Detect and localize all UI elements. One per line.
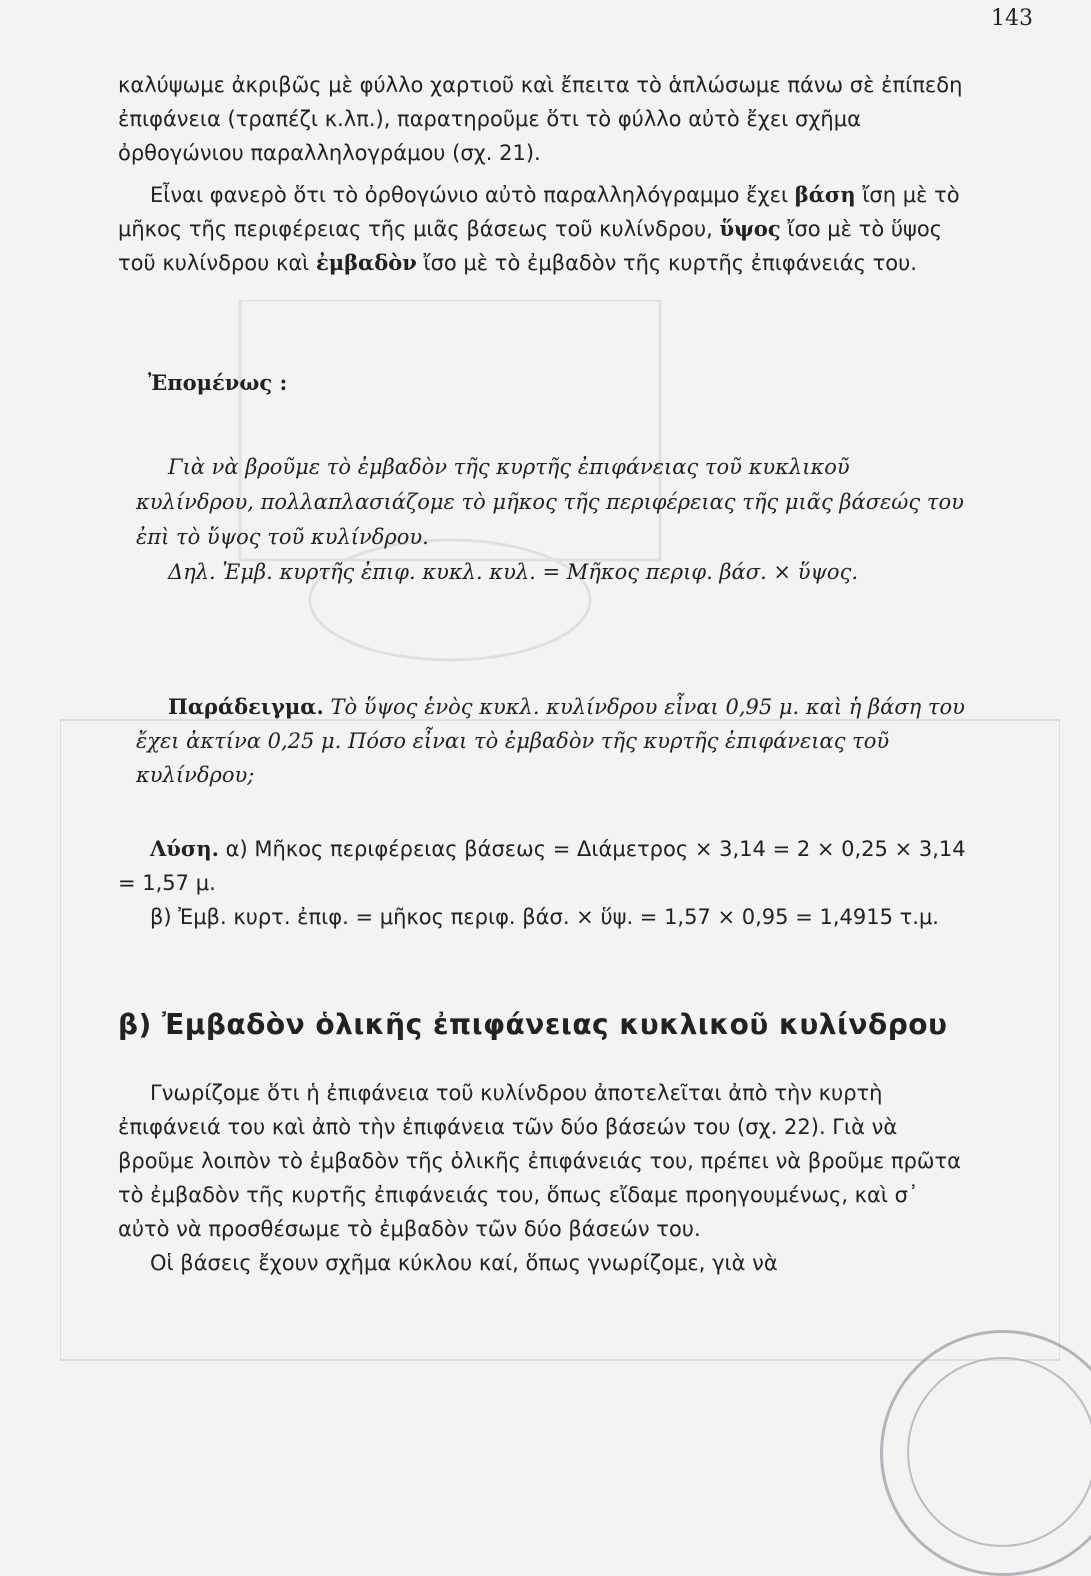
solution-block [118, 832, 970, 934]
paragraph-1 [118, 68, 970, 170]
paragraph-3 [118, 1076, 970, 1280]
term-height: ὕψος [719, 216, 781, 241]
library-stamp [880, 1330, 1091, 1576]
paragraph-1-text: καλύψωμε ἀκριβῶς μὲ φύλλο χαρτιοῦ καὶ ἔπειτα τὸ ἁπλώσωμε πάνω σὲ ἐπίπεδη ἐπιφάνεια (τραπέζι κ.λπ.), παρατηροῦμε ὅτι τὸ φύλλο αὐτὸ ἔχει σχῆμα ὀρθογώνιου παραλληλογράμου (σχ. 21). [118, 73, 963, 165]
section-heading: β) Ἐμβαδὸν ὁλικῆς ἐπιφάνειας κυκλικοῦ κυλίνδρου [118, 1008, 948, 1041]
solution-part-a: α) Μῆκος περιφέρειας βάσεως = Διάμετρος × 3,14 = 2 × 0,25 × 3,14 = 1,57 μ. [118, 837, 966, 895]
p2-part-b: ἴση μὲ τὸ μῆκος τῆς περιφέρειας τῆς μιᾶς βάσεως τοῦ κυλίνδρου, [118, 183, 960, 241]
p2-part-c: ἴσο μὲ τὸ ὕψος τοῦ κυλίνδρου καὶ [118, 217, 943, 275]
rule-formula: Δηλ. Ἐμβ. κυρτῆς ἐπιφ. κυκλ. κυλ. = Μῆκος περιφ. βάσ. × ὕψος. [168, 560, 859, 584]
term-base: βάση [794, 182, 856, 207]
page-number: 143 [991, 6, 1033, 31]
paragraph-2 [118, 178, 970, 280]
p2-part-d: ἴσο μὲ τὸ ἐμβαδὸν τῆς κυρτῆς ἐπιφάνειάς του. [416, 251, 917, 275]
p2-part-a: Εἶναι φανερὸ ὅτι τὸ ὀρθογώνιο αὐτὸ παραλληλόγραμμο ἔχει [150, 183, 789, 207]
rule-text: Γιὰ νὰ βροῦμε τὸ ἐμβαδὸν τῆς κυρτῆς ἐπιφάνειας τοῦ κυκλικοῦ κυλίνδρου, πολλαπλασιάζομε τὸ μῆκος τῆς περιφέρειας τῆς μιᾶς βάσεώς του ἐπὶ τὸ ὕψος τοῦ κυλίνδρου. [136, 455, 964, 549]
paragraph-4-text: Οἱ βάσεις ἔχουν σχῆμα κύκλου καί, ὅπως γνωρίζομε, γιὰ νὰ [150, 1251, 778, 1275]
paragraph-3-text: Γνωρίζομε ὅτι ἡ ἐπιφάνεια τοῦ κυλίνδρου ἀποτελεῖται ἀπὸ τὴν κυρτὴ ἐπιφάνειά του καὶ ἀπὸ τὴν ἐπιφάνεια τῶν δύο βάσεών του (σχ. 22). Γιὰ νὰ βροῦμε λοιπὸν τὸ ἐμβαδὸν τῆς ὁλικῆς ἐπιφάνειάς του, πρέπει νὰ βροῦμε πρῶτα τὸ ἐμβαδὸν τῆς κυρτῆς ἐπιφάνειάς του, ὅπως εἴδαμε προηγουμένως, καὶ σ᾽ αὐτὸ νὰ προσθέσωμε τὸ ἐμβαδὸν τῶν δύο βάσεών του. [118, 1081, 961, 1241]
library-stamp-inner-ring [907, 1357, 1091, 1547]
rule-block [136, 450, 970, 590]
solution-label: Λύση. [150, 836, 219, 861]
example-label: Παράδειγμα. [168, 694, 324, 719]
example-block [136, 690, 970, 792]
example-text: Τὸ ὕψος ἑνὸς κυκλ. κυλίνδρου εἶναι 0,95 μ. καὶ ἡ βάση του ἔχει ἀκτίνα 0,25 μ. Πόσο εἶναι τὸ ἐμβαδὸν τῆς κυρτῆς ἐπιφάνειας τοῦ κυλίνδρου; [136, 695, 965, 787]
solution-part-b: β) Ἐμβ. κυρτ. ἐπιφ. = μῆκος περιφ. βάσ. × ὕψ. = 1,57 × 0,95 = 1,4915 τ.μ. [150, 905, 939, 929]
heading-therefore: Ἐπομένως : [148, 370, 288, 395]
term-area: ἐμβαδὸν [315, 250, 417, 275]
